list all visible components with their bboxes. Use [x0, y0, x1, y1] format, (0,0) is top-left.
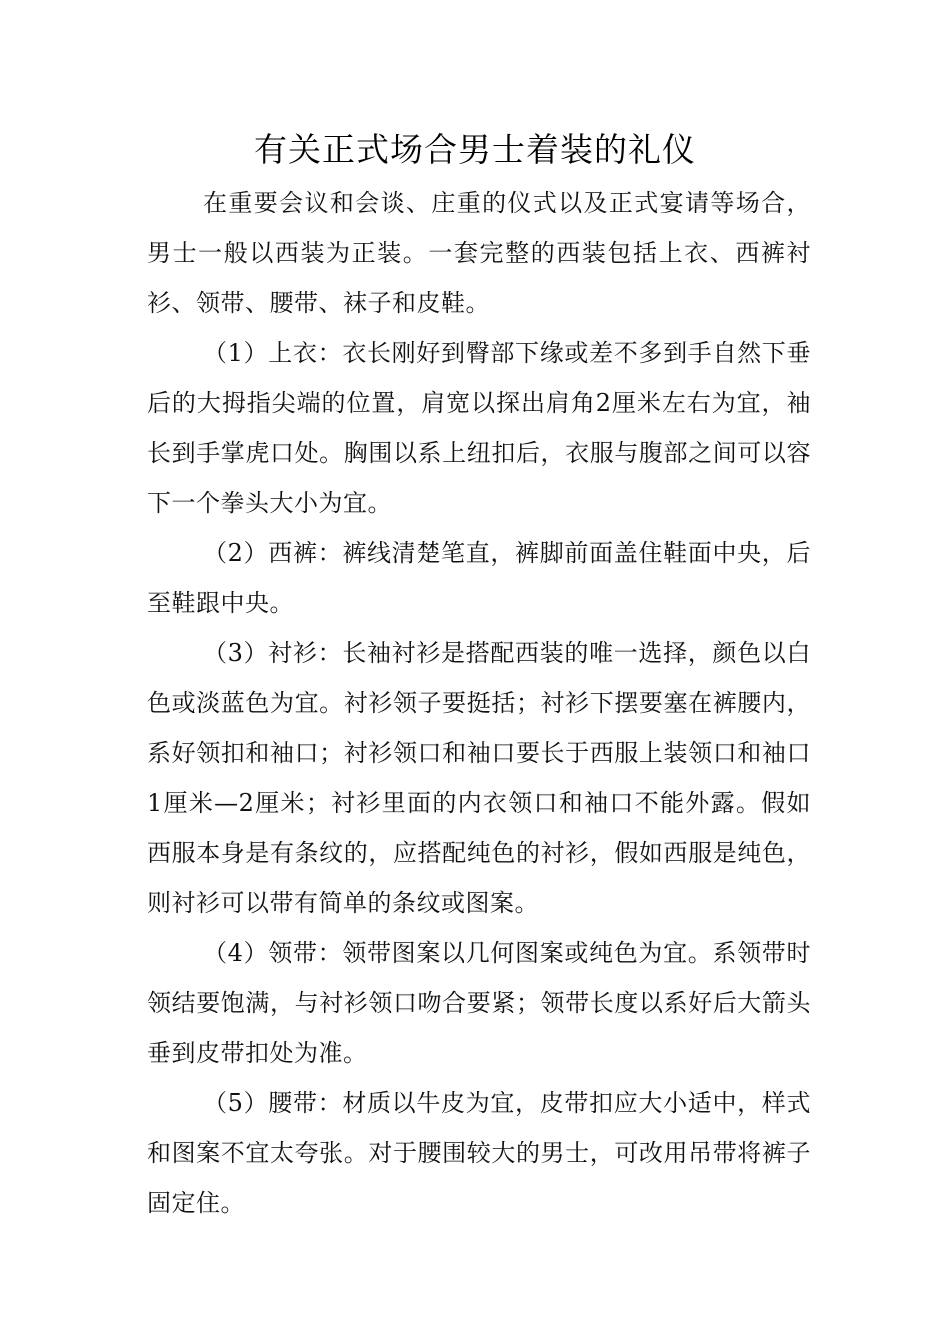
paragraph-tie: （4）领带：领带图案以几何图案或纯色为宜。系领带时领结要饱满，与衬衫领口吻合要紧；领带长度以系好后大箭头垂到皮带扣处为准。 — [147, 939, 811, 1067]
paragraph-jacket: （1）上衣：衣长刚好到臀部下缘或差不多到手自然下垂后的大拇指尖端的位置，肩宽以探出肩角2厘米左右为宜，袖长到手掌虎口处。胸围以系上纽扣后，衣服与腹部之间可以容下一个拳头大小为宜。 — [147, 339, 811, 517]
document-body — [147, 178, 811, 1228]
paragraph-belt: （5）腰带：材质以牛皮为宜，皮带扣应大小适中，样式和图案不宜太夸张。对于腰围较大的男士，可改用吊带将裤子固定住。 — [147, 1089, 811, 1217]
paragraph-intro: 在重要会议和会谈、庄重的仪式以及正式宴请等场合，男士一般以西装为正装。一套完整的西装包括上衣、西裤衬衫、领带、腰带、袜子和皮鞋。 — [147, 189, 811, 317]
paragraph-shirt: （3）衬衫：长袖衬衫是搭配西装的唯一选择，颜色以白色或淡蓝色为宜。衬衫领子要挺括；衬衫下摆要塞在裤腰内，系好领扣和袖口；衬衫领口和袖口要长于西服上装领口和袖口1厘米—2厘米；衬衫里面的内衣领口和袖口不能外露。假如西服本身是有条纹的，应搭配纯色的衬衫，假如西服是纯色，则衬衫可以带有简单的条纹或图案。 — [147, 639, 811, 917]
document-title: 有关正式场合男士着装的礼仪 — [254, 130, 696, 169]
paragraph-trousers: （2）西裤：裤线清楚笔直，裤脚前面盖住鞋面中央，后至鞋跟中央。 — [147, 539, 811, 617]
